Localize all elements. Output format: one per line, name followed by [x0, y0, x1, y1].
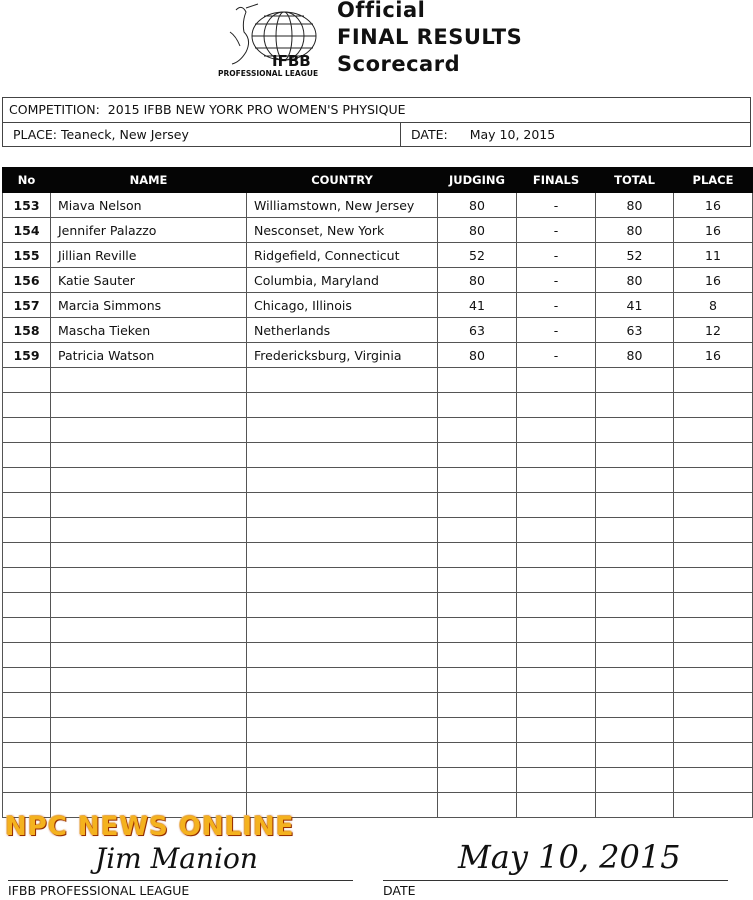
cell-country: Nesconset, New York: [247, 218, 438, 243]
empty-cell: [3, 718, 51, 743]
cell-no: 158: [3, 318, 51, 343]
cell-no: 156: [3, 268, 51, 293]
cell-name: Mascha Tieken: [51, 318, 247, 343]
empty-cell: [517, 793, 596, 818]
competition-label: COMPETITION:: [9, 102, 100, 117]
empty-cell: [3, 668, 51, 693]
cell-place: 11: [674, 243, 753, 268]
empty-cell: [517, 643, 596, 668]
cell-finals: -: [517, 218, 596, 243]
empty-cell: [438, 768, 517, 793]
empty-cell: [674, 643, 753, 668]
col-header-place: PLACE: [674, 168, 753, 193]
empty-cell: [517, 693, 596, 718]
empty-cell: [438, 643, 517, 668]
empty-table-row: [3, 368, 753, 393]
empty-table-row: [3, 418, 753, 443]
empty-cell: [596, 493, 674, 518]
ifbb-logo: [216, 2, 326, 78]
empty-table-row: [3, 518, 753, 543]
cell-no: 159: [3, 343, 51, 368]
empty-cell: [51, 418, 247, 443]
col-header-finals: FINALS: [517, 168, 596, 193]
cell-total: 80: [596, 343, 674, 368]
results-table: [2, 167, 753, 818]
date-label: DATE:: [411, 127, 448, 142]
empty-cell: [674, 418, 753, 443]
signature-jim-manion: Jim Manion: [95, 842, 258, 875]
empty-cell: [3, 743, 51, 768]
empty-table-row: [3, 593, 753, 618]
cell-judging: 80: [438, 343, 517, 368]
cell-name: Jennifer Palazzo: [51, 218, 247, 243]
cell-judging: 80: [438, 218, 517, 243]
signature-label: IFBB PROFESSIONAL LEAGUE: [8, 883, 190, 898]
empty-cell: [596, 668, 674, 693]
empty-table-row: [3, 718, 753, 743]
empty-cell: [51, 593, 247, 618]
date-signature-label: DATE: [383, 883, 416, 898]
empty-cell: [247, 743, 438, 768]
empty-cell: [247, 668, 438, 693]
cell-total: 63: [596, 318, 674, 343]
cell-name: Jillian Reville: [51, 243, 247, 268]
empty-cell: [51, 668, 247, 693]
empty-cell: [438, 468, 517, 493]
cell-judging: 80: [438, 193, 517, 218]
cell-total: 80: [596, 218, 674, 243]
cell-place: 16: [674, 218, 753, 243]
empty-cell: [438, 668, 517, 693]
empty-cell: [3, 468, 51, 493]
empty-cell: [51, 468, 247, 493]
empty-cell: [3, 543, 51, 568]
cell-name: Miava Nelson: [51, 193, 247, 218]
col-header-name: NAME: [51, 168, 247, 193]
empty-cell: [438, 493, 517, 518]
col-header-no: No: [3, 168, 51, 193]
empty-cell: [51, 393, 247, 418]
empty-cell: [247, 568, 438, 593]
empty-cell: [247, 643, 438, 668]
cell-place: 12: [674, 318, 753, 343]
empty-cell: [247, 543, 438, 568]
table-row: [3, 343, 753, 368]
empty-cell: [51, 518, 247, 543]
empty-cell: [51, 443, 247, 468]
empty-cell: [247, 693, 438, 718]
empty-cell: [438, 718, 517, 743]
empty-cell: [247, 493, 438, 518]
npc-news-online-watermark: NPC NEWS ONLINE: [5, 812, 295, 842]
empty-cell: [517, 393, 596, 418]
empty-cell: [517, 618, 596, 643]
empty-table-row: [3, 768, 753, 793]
empty-cell: [674, 743, 753, 768]
empty-cell: [517, 743, 596, 768]
empty-table-row: [3, 543, 753, 568]
empty-cell: [674, 493, 753, 518]
empty-cell: [247, 393, 438, 418]
empty-cell: [517, 543, 596, 568]
cell-finals: -: [517, 268, 596, 293]
empty-cell: [596, 418, 674, 443]
empty-cell: [674, 393, 753, 418]
empty-cell: [596, 518, 674, 543]
cell-place: 16: [674, 343, 753, 368]
cell-country: Ridgefield, Connecticut: [247, 243, 438, 268]
col-header-judging: JUDGING: [438, 168, 517, 193]
empty-cell: [674, 793, 753, 818]
empty-cell: [247, 718, 438, 743]
empty-cell: [517, 493, 596, 518]
cell-place: 16: [674, 193, 753, 218]
empty-cell: [596, 368, 674, 393]
empty-cell: [3, 593, 51, 618]
cell-name: Patricia Watson: [51, 343, 247, 368]
empty-cell: [517, 368, 596, 393]
empty-cell: [674, 718, 753, 743]
empty-cell: [438, 618, 517, 643]
empty-cell: [674, 568, 753, 593]
table-header-row: [3, 168, 753, 193]
empty-cell: [674, 468, 753, 493]
empty-cell: [51, 368, 247, 393]
empty-table-row: [3, 743, 753, 768]
empty-cell: [438, 393, 517, 418]
empty-cell: [596, 543, 674, 568]
empty-table-row: [3, 568, 753, 593]
empty-cell: [247, 418, 438, 443]
empty-cell: [247, 468, 438, 493]
empty-cell: [517, 468, 596, 493]
cell-judging: 63: [438, 318, 517, 343]
empty-table-row: [3, 493, 753, 518]
table-row: [3, 193, 753, 218]
empty-cell: [3, 618, 51, 643]
empty-cell: [517, 668, 596, 693]
table-row: [3, 218, 753, 243]
empty-table-row: [3, 468, 753, 493]
empty-table-row: [3, 668, 753, 693]
empty-cell: [517, 418, 596, 443]
empty-cell: [438, 693, 517, 718]
empty-cell: [596, 643, 674, 668]
empty-cell: [517, 568, 596, 593]
empty-cell: [674, 768, 753, 793]
competition-row: [3, 98, 750, 123]
empty-cell: [3, 568, 51, 593]
svg-text:PROFESSIONAL LEAGUE: PROFESSIONAL LEAGUE: [218, 69, 319, 78]
empty-cell: [3, 368, 51, 393]
empty-cell: [674, 518, 753, 543]
empty-cell: [438, 743, 517, 768]
empty-cell: [3, 518, 51, 543]
cell-country: Netherlands: [247, 318, 438, 343]
cell-place: 8: [674, 293, 753, 318]
empty-cell: [247, 768, 438, 793]
empty-cell: [517, 518, 596, 543]
empty-table-row: [3, 443, 753, 468]
empty-cell: [438, 793, 517, 818]
empty-cell: [596, 393, 674, 418]
empty-cell: [438, 443, 517, 468]
col-header-country: COUNTRY: [247, 168, 438, 193]
title-line-scorecard: Scorecard: [337, 52, 461, 76]
empty-cell: [3, 393, 51, 418]
table-row: [3, 318, 753, 343]
cell-judging: 52: [438, 243, 517, 268]
empty-table-row: [3, 643, 753, 668]
empty-cell: [247, 618, 438, 643]
empty-cell: [3, 443, 51, 468]
empty-cell: [596, 718, 674, 743]
cell-finals: -: [517, 318, 596, 343]
competition-value: 2015 IFBB NEW YORK PRO WOMEN'S PHYSIQUE: [107, 102, 406, 117]
title-line-official: Official: [337, 0, 426, 22]
date-cell: [401, 123, 555, 147]
empty-cell: [438, 418, 517, 443]
empty-cell: [438, 368, 517, 393]
empty-cell: [438, 593, 517, 618]
empty-cell: [596, 443, 674, 468]
col-header-total: TOTAL: [596, 168, 674, 193]
empty-cell: [51, 493, 247, 518]
empty-cell: [517, 718, 596, 743]
cell-no: 155: [3, 243, 51, 268]
svg-text:IFBB: IFBB: [272, 52, 311, 70]
empty-cell: [596, 693, 674, 718]
empty-cell: [51, 768, 247, 793]
empty-cell: [674, 593, 753, 618]
cell-judging: 41: [438, 293, 517, 318]
empty-cell: [596, 618, 674, 643]
cell-country: Fredericksburg, Virginia: [247, 343, 438, 368]
empty-cell: [247, 443, 438, 468]
cell-country: Chicago, Illinois: [247, 293, 438, 318]
empty-cell: [3, 768, 51, 793]
signature-line: [8, 880, 353, 881]
cell-name: Marcia Simmons: [51, 293, 247, 318]
empty-cell: [438, 518, 517, 543]
place-label: PLACE:: [13, 127, 57, 142]
empty-cell: [247, 518, 438, 543]
empty-cell: [517, 593, 596, 618]
empty-cell: [674, 543, 753, 568]
cell-total: 80: [596, 268, 674, 293]
table-row: [3, 293, 753, 318]
empty-cell: [3, 418, 51, 443]
handwritten-date: May 10, 2015: [458, 838, 681, 876]
empty-cell: [51, 643, 247, 668]
empty-cell: [674, 368, 753, 393]
empty-table-row: [3, 393, 753, 418]
place-value: Teaneck, New Jersey: [60, 127, 189, 142]
cell-finals: -: [517, 343, 596, 368]
table-row: [3, 268, 753, 293]
cell-total: 52: [596, 243, 674, 268]
competition-info-box: [2, 97, 751, 147]
cell-country: Williamstown, New Jersey: [247, 193, 438, 218]
cell-finals: -: [517, 293, 596, 318]
date-value: May 10, 2015: [469, 127, 556, 142]
empty-cell: [674, 693, 753, 718]
empty-cell: [596, 568, 674, 593]
cell-country: Columbia, Maryland: [247, 268, 438, 293]
cell-total: 41: [596, 293, 674, 318]
empty-cell: [51, 743, 247, 768]
empty-cell: [51, 568, 247, 593]
cell-finals: -: [517, 193, 596, 218]
cell-finals: -: [517, 243, 596, 268]
empty-cell: [517, 768, 596, 793]
empty-cell: [3, 693, 51, 718]
cell-no: 153: [3, 193, 51, 218]
empty-cell: [51, 693, 247, 718]
empty-cell: [3, 643, 51, 668]
empty-cell: [3, 493, 51, 518]
empty-cell: [596, 593, 674, 618]
cell-name: Katie Sauter: [51, 268, 247, 293]
cell-total: 80: [596, 193, 674, 218]
empty-cell: [247, 593, 438, 618]
cell-judging: 80: [438, 268, 517, 293]
empty-cell: [674, 668, 753, 693]
empty-table-row: [3, 618, 753, 643]
empty-cell: [674, 618, 753, 643]
place-cell: [3, 123, 401, 147]
empty-cell: [438, 543, 517, 568]
empty-cell: [51, 543, 247, 568]
title-line-final-results: FINAL RESULTS: [337, 25, 523, 49]
empty-cell: [517, 443, 596, 468]
empty-cell: [596, 768, 674, 793]
cell-no: 157: [3, 293, 51, 318]
cell-place: 16: [674, 268, 753, 293]
date-line: [383, 880, 728, 881]
empty-cell: [596, 743, 674, 768]
empty-cell: [51, 618, 247, 643]
empty-cell: [438, 568, 517, 593]
empty-cell: [596, 468, 674, 493]
scorecard-title: [337, 0, 522, 78]
empty-cell: [674, 443, 753, 468]
empty-table-row: [3, 693, 753, 718]
empty-cell: [51, 718, 247, 743]
empty-cell: [596, 793, 674, 818]
cell-no: 154: [3, 218, 51, 243]
table-row: [3, 243, 753, 268]
empty-cell: [247, 368, 438, 393]
